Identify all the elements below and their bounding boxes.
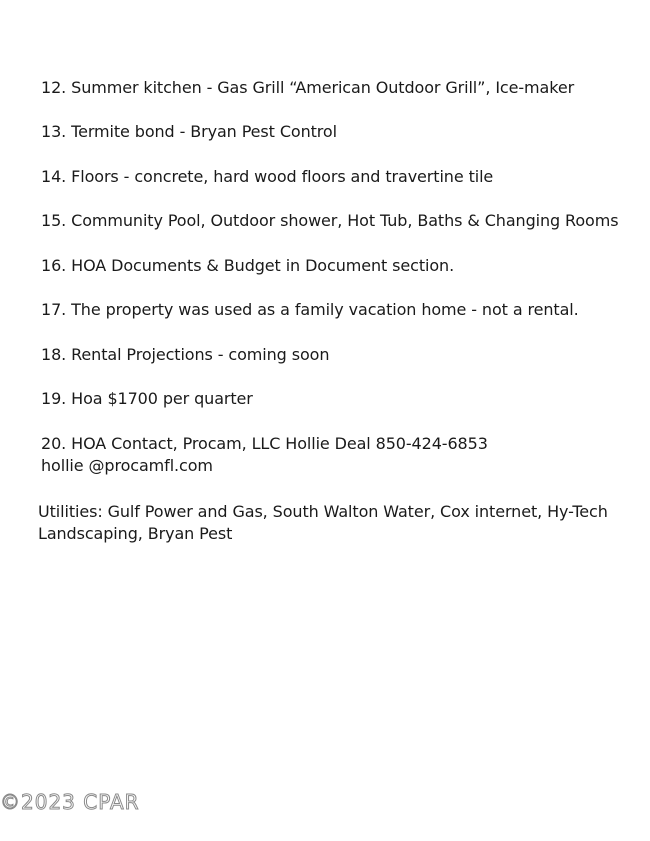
list-item-14 [41,166,493,188]
list-item-text: 20. HOA Contact, Procam, LLC Hollie Deal 850-424-6853 [41,434,488,453]
list-item-text: 18. Rental Projections - coming soon [41,345,330,364]
list-item-text: 15. Community Pool, Outdoor shower, Hot Tub, Baths & Changing Rooms [41,211,619,230]
list-item-16 [41,255,454,277]
list-item-12 [41,77,574,99]
list-item-text: 14. Floors - concrete, hard wood floors and travertine tile [41,167,494,186]
list-item-19 [41,388,253,410]
list-item-text: 16. HOA Documents & Budget in Document section. [41,256,455,275]
list-item-18 [41,344,329,366]
list-item-13 [41,121,337,143]
list-item-15 [41,210,618,232]
list-item-text: 13. Termite bond - Bryan Pest Control [41,122,337,141]
list-item-text-continued: hollie @procamfl.com [41,456,213,475]
list-item-20 [41,433,488,477]
list-item-text: 19. Hoa $1700 per quarter [41,389,253,408]
list-item-17 [41,299,579,321]
list-item-text: 12. Summer kitchen - Gas Grill “American Outdoor Grill”, Ice-maker [41,78,575,97]
utilities-paragraph: Utilities: Gulf Power and Gas, South Walton Water, Cox internet, Hy-Tech Landscaping, Bryan Pest [38,502,608,543]
copyright-watermark: ©2023 CPAR [0,790,140,814]
list-item-text: 17. The property was used as a family vacation home - not a rental. [41,300,579,319]
